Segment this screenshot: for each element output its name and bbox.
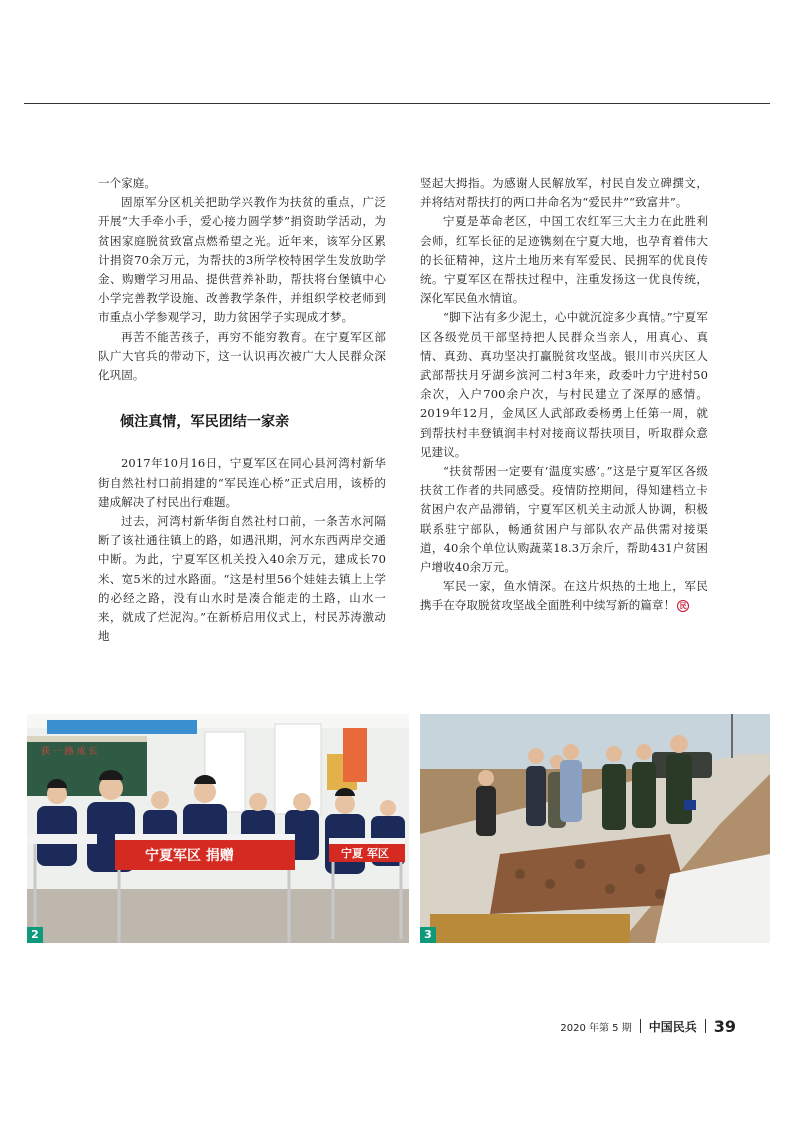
paragraph: 再苦不能苦孩子，再穷不能穷教育。在宁夏军区部队广大官兵的带动下，这一认识再次被广大人民群众深化巩固。 <box>98 329 386 383</box>
paragraph: 固原军分区机关把助学兴教作为扶贫的重点，广泛开展“大手牵小手，爱心接力圆学梦”捐资助学活动，为贫困家庭脱贫致富点燃希望之光。近年来，该军分区累计捐资70余万元，为帮扶的3所学校特困学生发放助学金、购赠学习用品、提供营养补助，帮扶将台堡镇中心小学完善教学设施、改善教学条件，并组织学校老师到市重点小学参观学习，助力贫困学子实现成才梦。 <box>98 195 386 325</box>
photo-classroom <box>27 714 409 943</box>
header-rule <box>24 103 770 104</box>
paragraph: 竖起大拇指。为感谢人民解放军，村民自发立碑撰文，并将结对帮扶打的两口井命名为“爱民井”“致富井”。 <box>420 176 708 210</box>
field-visit-illustration <box>420 714 770 943</box>
right-text-column <box>420 174 708 616</box>
closing-paragraph <box>420 577 708 615</box>
photo-number-badge: 2 <box>27 927 43 943</box>
paragraph: “扶贫帮困一定要有‘温度实感’。”这是宁夏军区各级扶贫工作者的共同感受。疫情防控期间，得知建档立卡贫困户农产品滞销，宁夏军区机关主动派人协调，积极联系驻宁部队，畅通贫困户与部队农产品供需对接渠道，40余个单位认购蔬菜18.3万余斤，帮助431户贫困户增收40余万元。 <box>420 464 708 575</box>
paragraph: “脚下沾有多少泥土，心中就沉淀多少真情。”宁夏军区各级党员干部坚持把人民群众当亲人，用真心、真情、真劲、真功坚决打赢脱贫攻坚战。银川市兴庆区人武部帮扶月牙湖乡滨河二村3年来，政委叶力宁进村50余次，入户700余户次，与村民建立了深厚的感情。2019年12月，金凤区人武部政委杨勇上任第一周，就到帮扶村丰登镇润丰村对接商议帮扶项目，听取群众意见建议。 <box>420 310 708 459</box>
end-mark-icon: 民 <box>677 600 689 612</box>
footer-divider <box>640 1019 641 1033</box>
board-text: 获 一 路 成 长 <box>41 747 98 757</box>
magazine-title: 中国民兵 <box>648 1019 697 1034</box>
paragraph-text: 军民一家，鱼水情深。在这片炽热的土地上，军民携手在夺取脱贫攻坚战全面胜利中续写新的篇章！ <box>420 579 708 613</box>
section-heading: 倾注真情，军民团结一家亲 <box>120 414 290 431</box>
issue-number: 2020 年第 5 期 <box>560 1022 632 1034</box>
footer-divider <box>705 1019 706 1033</box>
left-text-column <box>98 174 386 646</box>
page-footer <box>560 1015 736 1037</box>
page-number: 39 <box>713 1016 736 1036</box>
photo-number-badge: 3 <box>420 927 436 943</box>
desk-banner-text: 宁夏军区 捐赠 <box>145 848 234 864</box>
paragraph: 宁夏是革命老区，中国工农红军三大主力在此胜利会师，红军长征的足迹镌刻在宁夏大地，也孕育着伟大的长征精神，这片土地历来有军爱民、民拥军的优良传统。宁夏军区在帮扶过程中，注重发扬这一优良传统，深化军民鱼水情谊。 <box>420 214 708 306</box>
classroom-illustration <box>27 714 409 943</box>
desk-banner-text-right: 宁夏 军区 <box>341 847 389 860</box>
paragraph: 过去，河湾村新华街自然社村口前，一条苦水河隔断了该社通往镇上的路，如遇汛期，河水东西两岸交通中断。为此，宁夏军区机关投入40余万元，建成长70米、宽5米的过水路面。“这是村里56个娃娃去镇上上学的必经之路，没有山水时是凑合能走的土路，山水一来，就成了烂泥沟。”在新桥启用仪式上，村民苏涛激动地 <box>98 514 386 644</box>
paragraph: 一个家庭。 <box>98 176 156 190</box>
paragraph: 2017年10月16日，宁夏军区在同心县河湾村新华街自然社村口前捐建的“军民连心桥”正式启用，该桥的建成解决了村民出行难题。 <box>98 456 386 509</box>
photo-field-visit <box>420 714 770 943</box>
